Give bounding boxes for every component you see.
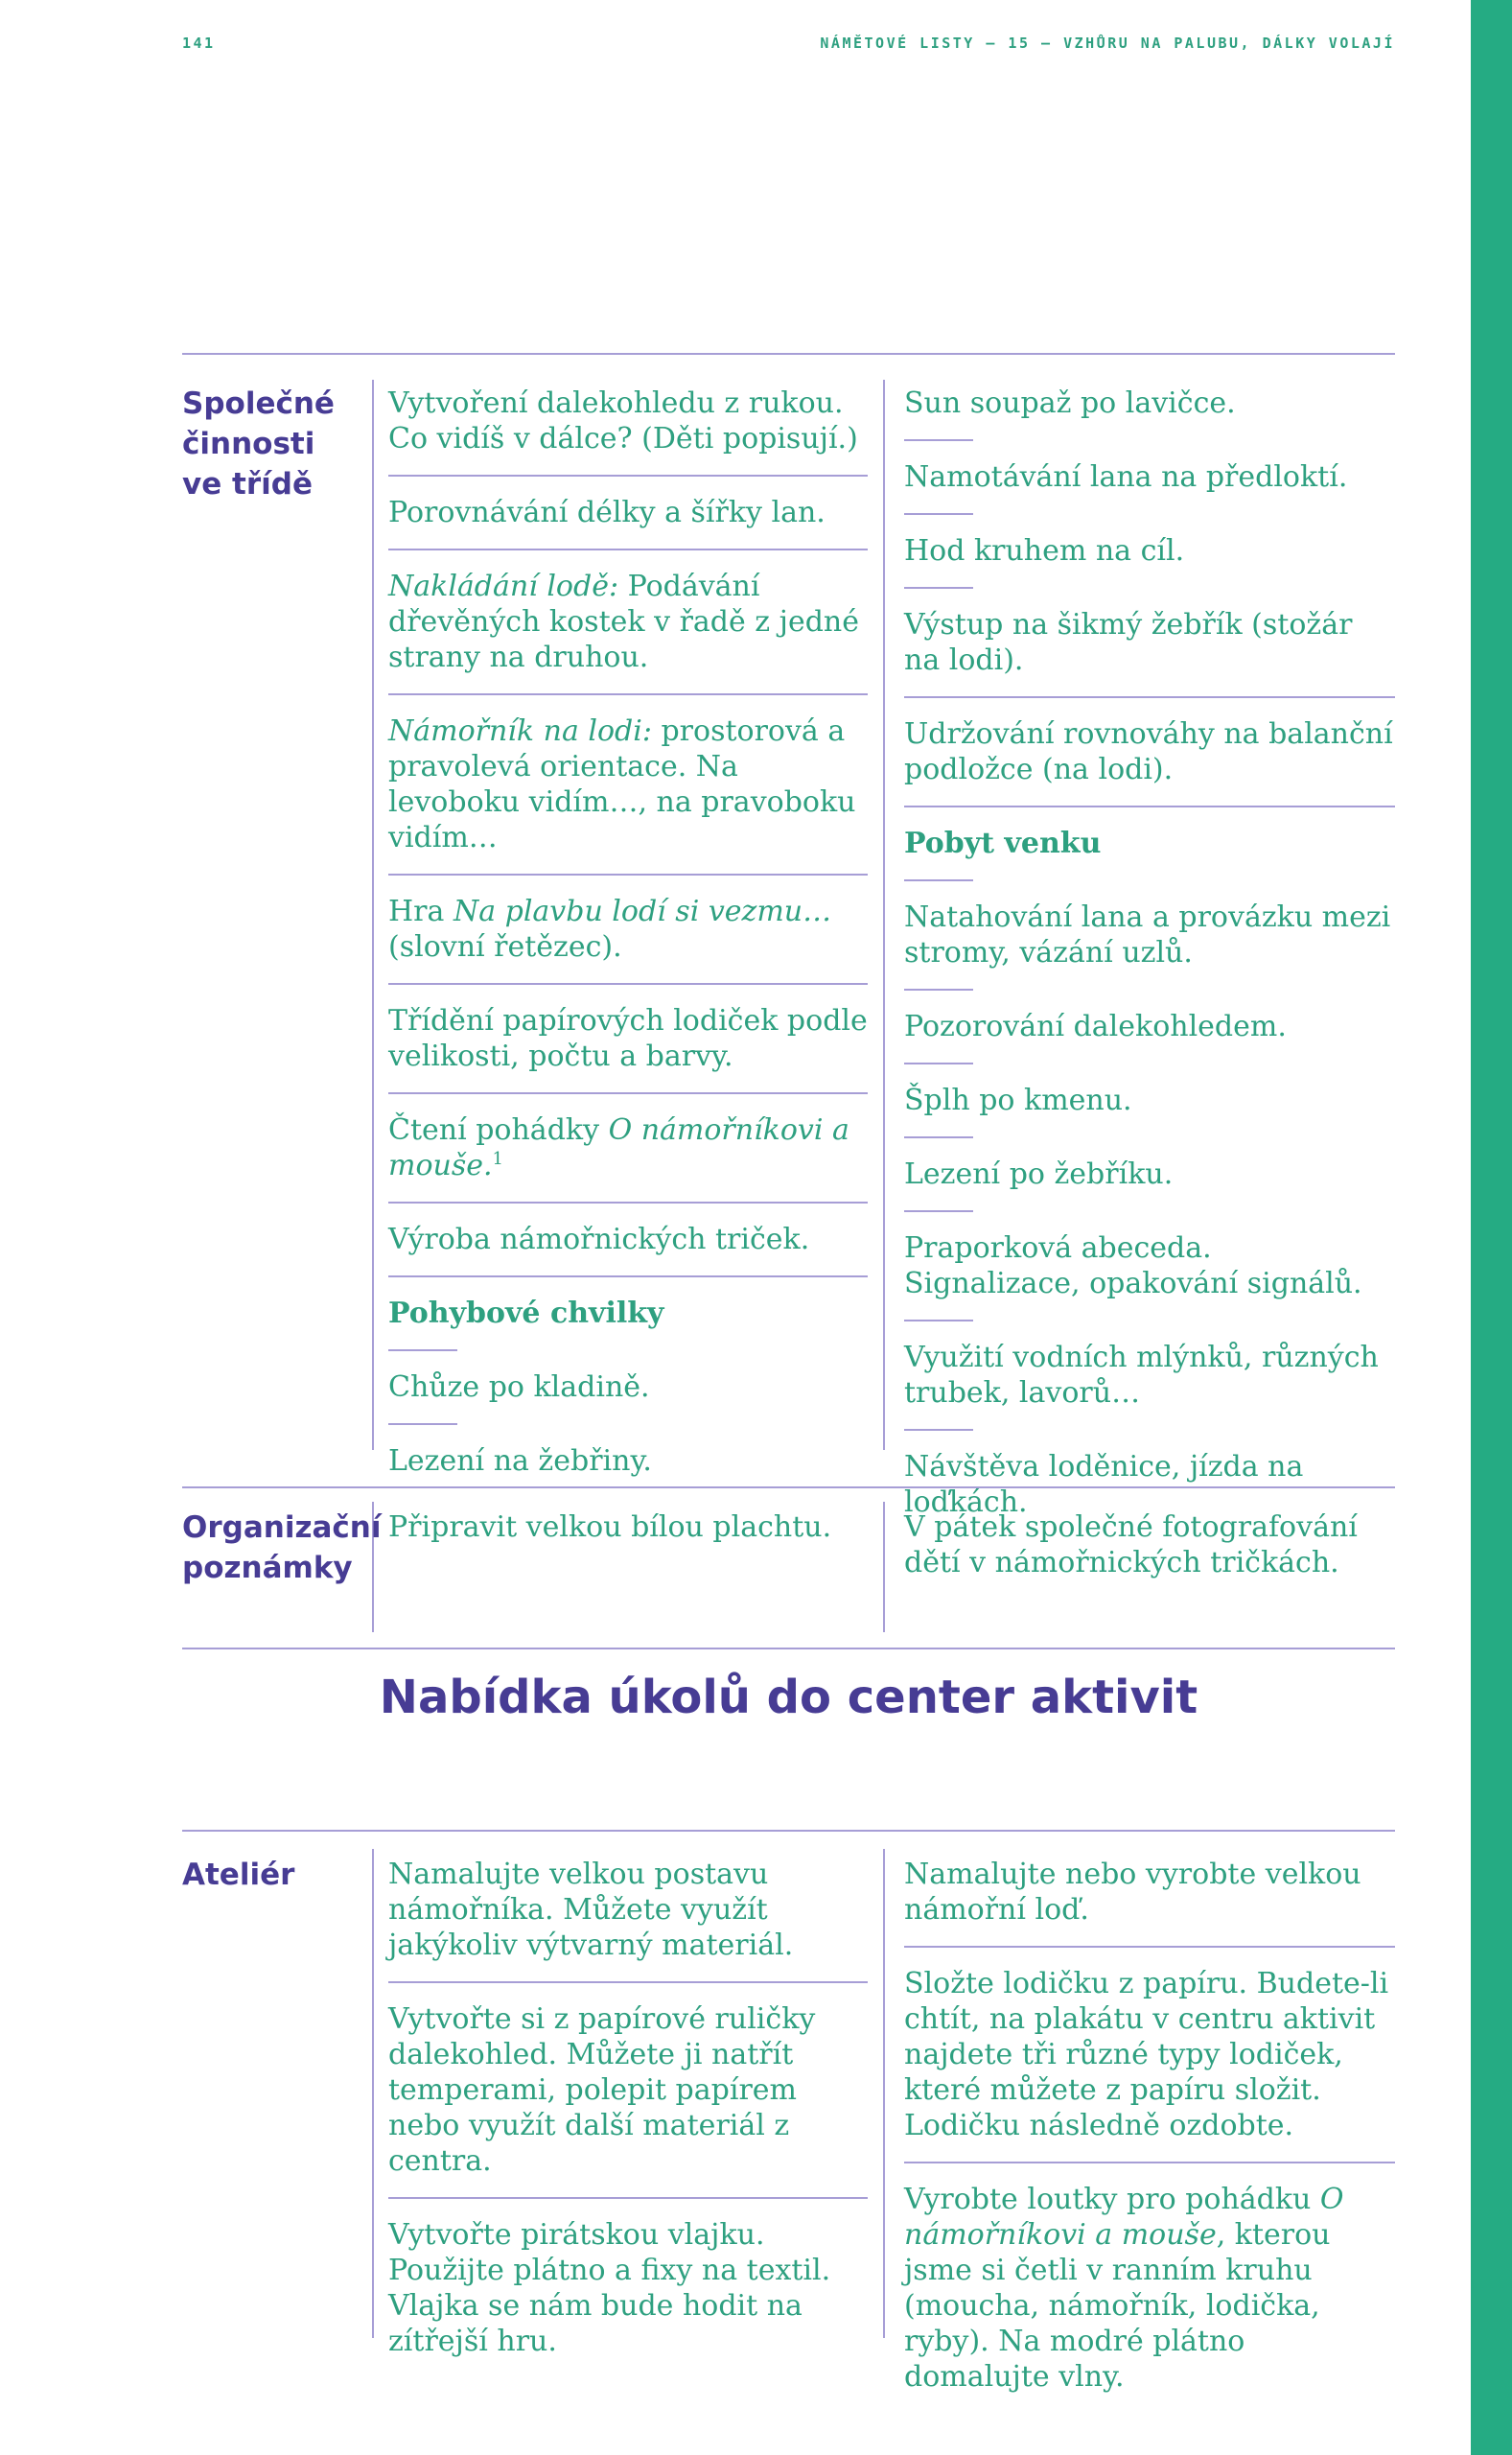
activity-item [904, 1230, 1395, 1301]
section-divider-line [182, 1830, 1395, 1832]
activities-column [904, 1509, 1395, 1580]
text-run: Vyrobte loutky pro pohádku [904, 2183, 1320, 2216]
activities-column [388, 1857, 868, 2359]
section-label [182, 1508, 382, 1588]
activity-item [904, 1857, 1395, 1928]
item-separator [904, 879, 973, 881]
activity-item [904, 716, 1395, 787]
item-separator [388, 1092, 868, 1094]
text-run: , kterou jsme si četli v ranním kruhu (moucha, námořník, lodička, ryby). Na modré plátno domalujte vlny. [904, 2218, 1331, 2394]
activity-item [388, 1443, 868, 1479]
text-run: Porovnávání délky a šířky lan. [388, 496, 826, 529]
activity-item [388, 1296, 868, 1331]
text-run: prostorová a pravolevá orientace. Na levoboku vidím…, na pravoboku vidím… [388, 714, 856, 854]
activity-item [904, 386, 1395, 421]
text-run: Namalujte nebo vyrobte velkou námořní loď. [904, 1858, 1361, 1927]
page-edge-bar [1471, 0, 1512, 2455]
text-run: Pohybové chvilky [388, 1297, 664, 1330]
item-separator [904, 806, 1395, 807]
item-separator [904, 439, 973, 441]
text-run: Vytvořte si z papírové ruličky dalekohled. Můžete ji natřít temperami, polepit papírem nebo využít další materiál z centra. [388, 2002, 816, 2178]
item-separator [388, 1423, 457, 1425]
item-separator [388, 1275, 868, 1277]
activity-item [904, 607, 1395, 678]
section-label [182, 384, 374, 504]
page-title: Nabídka úkolů do center aktivit [379, 1671, 1198, 1724]
section-divider-line [182, 1648, 1395, 1649]
column-rule [883, 1502, 885, 1632]
activity-item [388, 2001, 868, 2179]
item-separator [904, 513, 973, 515]
text-run: Namalujte velkou postavu námořníka. Můžete využít jakýkoliv výtvarný materiál. [388, 1858, 794, 1962]
column-rule [372, 1849, 374, 2338]
item-separator [904, 2162, 1395, 2163]
text-run: Nakládání lodě: [388, 570, 619, 603]
text-run: Hod kruhem na cíl. [904, 534, 1185, 568]
text-run: Složte lodičku z papíru. Budete-li chtít, na plakátu v centru aktivit najdete tři různé typy lodiček, které můžete z papíru složit. Lodičku následně ozdobte. [904, 1967, 1389, 2142]
text-run: Výroba námořnických triček. [388, 1223, 810, 1256]
text-run: Lezení po žebříku. [904, 1157, 1174, 1191]
activity-item [388, 1857, 868, 1963]
item-separator [904, 1429, 973, 1431]
running-title: NÁMĚTOVÉ LISTY – 15 – VZHŮRU NA PALUBU, DÁLKY VOLAJÍ [820, 35, 1395, 52]
activities-column [388, 1509, 868, 1545]
text-run: O námořníkovi a mouše [904, 2183, 1344, 2252]
activity-item [904, 900, 1395, 970]
activities-column [904, 386, 1395, 1520]
activity-item [904, 1966, 1395, 2143]
item-separator [904, 1320, 973, 1321]
column-rule [883, 1849, 885, 2338]
section-label [182, 1855, 374, 1895]
text-run: Namotávání lana na předloktí. [904, 460, 1348, 494]
text-run: Chůze po kladině. [388, 1370, 650, 1404]
item-separator [904, 696, 1395, 698]
activity-item [388, 1369, 868, 1405]
activity-item [388, 1509, 868, 1545]
text-run: Pozorování dalekohledem. [904, 1010, 1287, 1043]
text-run: (slovní řetězec). [388, 930, 622, 964]
text-run: Vytvořte pirátskou vlajku. Použijte plátno a fixy na textil. Vlajka se nám bude hodit na zítřejší hru. [388, 2218, 831, 2358]
text-run: Na plavbu lodí si vezmu… [453, 895, 832, 928]
activity-item [388, 1003, 868, 1074]
item-separator [388, 549, 868, 550]
column-rule [883, 380, 885, 1450]
text-run: Natahování lana a provázku mezi stromy, vázání uzlů. [904, 900, 1391, 970]
text-run: Praporková abeceda. Signalizace, opakování signálů. [904, 1231, 1362, 1300]
page-number: 141 [182, 35, 216, 52]
activity-item [904, 1340, 1395, 1411]
item-separator [904, 587, 973, 589]
item-separator [388, 475, 868, 477]
item-separator [388, 1349, 457, 1351]
activities-column [904, 1857, 1395, 2395]
text-run: Výstup na šikmý žebřík (stožár na lodi). [904, 608, 1353, 677]
running-head [182, 35, 1395, 52]
text-run: Vytvoření dalekohledu z rukou. Co vidíš v dálce? (Děti popisují.) [388, 386, 858, 456]
item-separator [388, 1202, 868, 1204]
section-label-line: Ateliér [182, 1858, 295, 1892]
text-run: Podávání dřevěných kostek v řadě z jedné strany na druhou. [388, 570, 859, 674]
text-run: Sun soupaž po lavičce. [904, 386, 1236, 420]
item-separator [388, 693, 868, 695]
item-separator [904, 1136, 973, 1138]
text-run: Udržování rovnováhy na balanční podložce (na lodi). [904, 717, 1393, 786]
activity-item [904, 2182, 1395, 2395]
activity-item [388, 894, 868, 965]
text-run: Hra [388, 895, 454, 928]
section-label-line: činnosti [182, 427, 315, 461]
activity-item [388, 386, 868, 456]
activity-item [904, 826, 1395, 861]
item-separator [388, 1981, 868, 1983]
item-separator [904, 1946, 1395, 1948]
activity-item [388, 713, 868, 855]
item-separator [904, 1210, 973, 1212]
text-run: Pobyt venku [904, 827, 1102, 860]
activity-item [904, 1509, 1395, 1580]
item-separator [388, 983, 868, 985]
activity-item [904, 1157, 1395, 1192]
section-label-line: Organizační [182, 1510, 382, 1545]
activity-item [904, 459, 1395, 495]
text-run: Lezení na žebřiny. [388, 1444, 652, 1478]
text-run: Třídění papírových lodiček podle velikosti, počtu a barvy. [388, 1004, 868, 1073]
text-run: V pátek společné fotografování dětí v námořnických tričkách. [904, 1510, 1358, 1579]
item-separator [388, 2197, 868, 2199]
activity-item [904, 1083, 1395, 1118]
section-label-line: poznámky [182, 1551, 353, 1585]
section-label-line: Společné [182, 386, 335, 421]
section-divider-line [182, 353, 1395, 355]
activity-item [388, 569, 868, 675]
text-run: O námořníkovi a mouše. [388, 1113, 849, 1182]
activity-item [388, 1222, 868, 1257]
item-separator [904, 989, 973, 991]
text-run: Námořník na lodi: [388, 714, 652, 748]
activity-item [388, 2217, 868, 2359]
activity-item [904, 1009, 1395, 1044]
text-run: Šplh po kmenu. [904, 1084, 1132, 1117]
item-separator [388, 874, 868, 876]
text-run: Čtení pohádky [388, 1113, 609, 1147]
activities-column [388, 386, 868, 1479]
text-run: Využití vodních mlýnků, různých trubek, lavorů… [904, 1341, 1379, 1410]
activity-item [388, 1112, 868, 1183]
text-run: Připravit velkou bílou plachtu. [388, 1510, 832, 1544]
item-separator [904, 1063, 973, 1064]
section-label-line: ve třídě [182, 467, 313, 502]
activity-item [388, 495, 868, 530]
activity-item [904, 533, 1395, 569]
footnote-marker: 1 [492, 1149, 503, 1169]
text-run: Návštěva loděnice, jízda na loďkách. [904, 1450, 1304, 1519]
column-rule [372, 380, 374, 1450]
